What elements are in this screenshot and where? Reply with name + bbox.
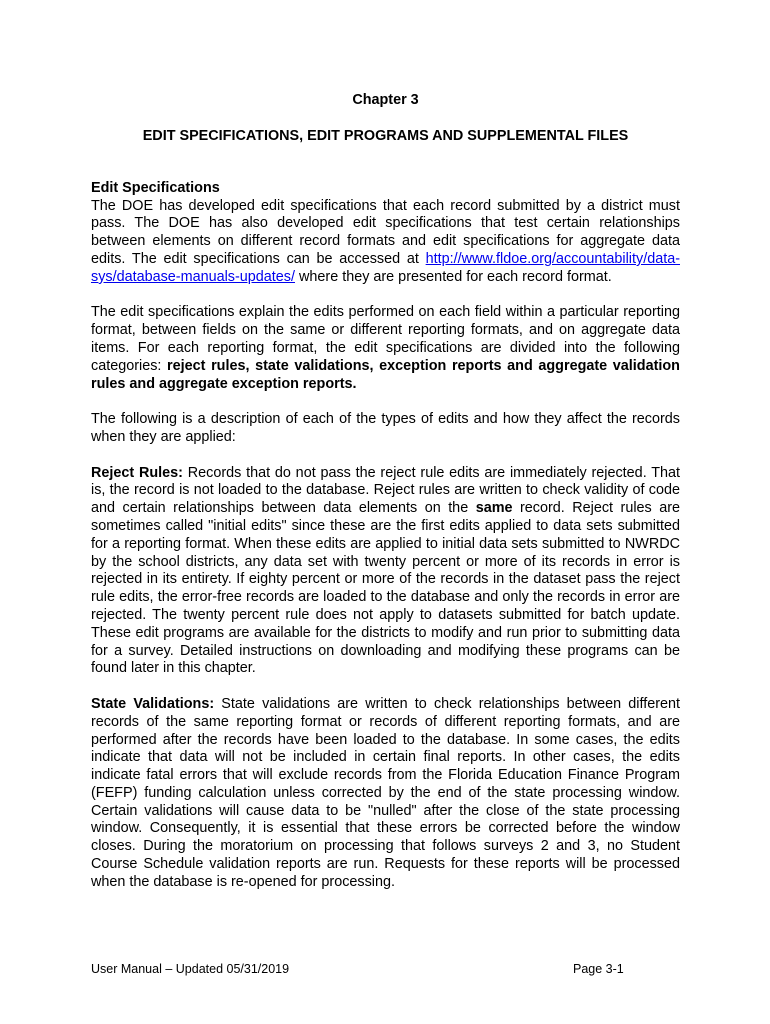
para1-text: The DOE has developed edit specifications that each record submitted by a district must pass. The DOE has also developed edit specifications that test certain relationships between elements on different record formats and edit specifications for aggregate data edits. The edit specifications can be accessed at bbox=[91, 197, 680, 267]
paragraph-categories bbox=[91, 304, 680, 393]
footer-manual-updated: User Manual – Updated 05/31/2019 bbox=[91, 962, 290, 976]
reject-rules-text: Records that do not pass the reject rule edits are immediately rejected. That is, the record is not loaded to the database. Reject rules are written to check validity of code and certain relationships between data elements on the bbox=[91, 464, 681, 517]
page-title: EDIT SPECIFICATIONS, EDIT PROGRAMS AND SUPPLEMENTAL FILES bbox=[142, 128, 629, 144]
categories-bold: reject rules, state validations, exception reports and aggregate validation rules and aggregate exception reports. bbox=[91, 357, 680, 392]
same-bold: same bbox=[475, 500, 513, 517]
page-content bbox=[91, 92, 680, 892]
paragraph-edit-specs bbox=[91, 198, 680, 287]
paragraph-reject-rules bbox=[91, 465, 680, 679]
reject-rules-text-cont: record. Reject rules are sometimes called "initial edits" since these are the first edits applied to data sets submitted for a reporting format. When these edits are applied to initial data sets submitted to NWRDC by the school districts, any data set with twenty percent or more of its records in error is rejected in its entirety. If eighty percent or more of the records in the dataset pass the reject rule edits, the error-free records are loaded to the database and only the records in error are rejected. The twenty percent rule does not apply to datasets submitted for batch update. These edit programs are available for the districts to modify and run prior to submitting data for a survey. Detailed instructions on downloading and modifying these programs can be found later in this chapter. bbox=[91, 500, 680, 677]
state-validations-text: State validations are written to check relationships between different records of the same reporting format or records of different reporting formats, and are performed after the records have been loaded to the database. In some cases, the edits indicate that data will not be included in certain final reports. In other cases, the edits indicate fatal errors that will exclude records from the Florida Education Finance Program (FEFP) funding calculation unless corrected by the end of the state processing window. Certain validations will cause data to be "nulled" after the close of the state processing window. Consequently, it is essential that these errors be corrected before the window closes. During the moratorium on processing that follows surveys 2 and 3, no Student Course Schedule validation reports are run. Requests for these reports will be processed when the database is re-opened for processing. bbox=[91, 695, 680, 890]
paragraph-description: The following is a description of each of the types of edits and how they affect the records when they are applied: bbox=[91, 411, 680, 445]
chapter-label: Chapter 3 bbox=[352, 92, 419, 108]
para1-text-end: where they are presented for each record format. bbox=[295, 268, 612, 285]
para2-text: The edit specifications explain the edits performed on each field within a particular reporting format, between fields on the same or different reporting formats, and on aggregate data items. For each reporting format, the edit specifications are divided into the following categories: bbox=[91, 304, 680, 374]
section-heading: Edit Specifications bbox=[91, 179, 220, 196]
paragraph-state-validations bbox=[91, 696, 680, 892]
reject-rules-label: Reject Rules: bbox=[91, 464, 183, 481]
state-validations-label: State Validations: bbox=[91, 695, 215, 712]
footer-page-number: Page 3-1 bbox=[573, 962, 624, 976]
database-manuals-link[interactable]: http://www.fldoe.org/accountability/data-sys/database-manuals-updates/ bbox=[91, 250, 680, 285]
